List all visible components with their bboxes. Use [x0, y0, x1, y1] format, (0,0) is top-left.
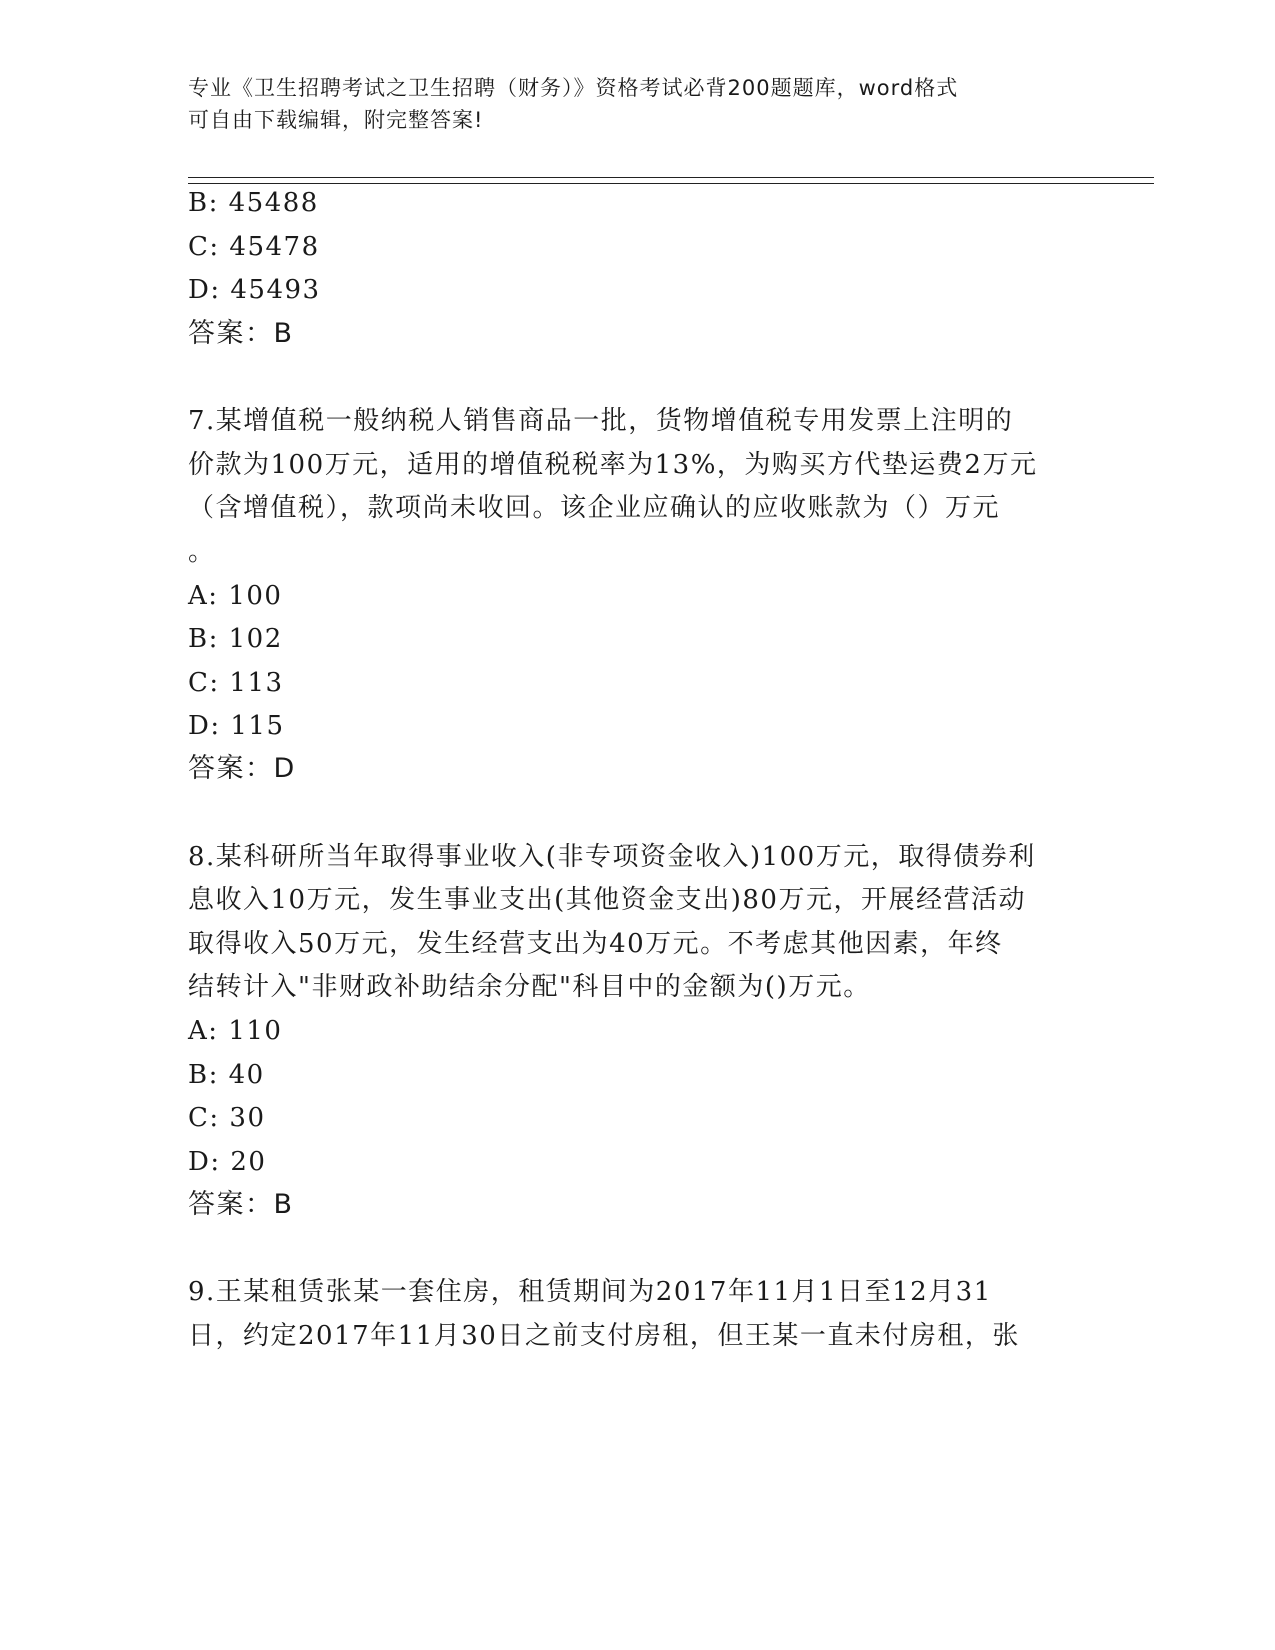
answer-line: 答案：B [188, 318, 294, 349]
answer-line: 答案：B [188, 1189, 294, 1220]
header-rule-bottom [188, 183, 1154, 184]
question-8-line-3: 取得收入50万元，发生经营支出为40万元。不考虑其他因素，年终 [188, 929, 1003, 959]
option-c [188, 1102, 266, 1134]
option-label: C: [188, 668, 220, 698]
option-text: 45493 [230, 275, 321, 305]
option-text: 45488 [228, 188, 319, 218]
option-label: B: [188, 188, 219, 218]
option-c [188, 667, 284, 699]
option-label: B: [188, 624, 219, 654]
question-7-line-3: （含增值税），款项尚未收回。该企业应确认的应收账款为（）万元 [188, 493, 1001, 523]
option-text: 30 [229, 1103, 266, 1133]
option-text: 100 [228, 581, 283, 611]
option-a [188, 580, 282, 612]
option-label: D: [188, 275, 221, 305]
header-line-2: 可自由下载编辑，附完整答案! [188, 108, 484, 132]
question-7-line-1: 7.某增值税一般纳税人销售商品一批，货物增值税专用发票上注明的 [188, 406, 1014, 436]
option-d [188, 1146, 266, 1178]
question-7-line-2: 价款为100万元，适用的增值税税率为13%，为购买方代垫运费2万元 [188, 450, 1038, 480]
header-line-1: 专业《卫生招聘考试之卫生招聘（财务）》资格考试必背200题题库，word格式 [188, 76, 959, 100]
page-header [188, 72, 1068, 136]
option-label: B: [188, 1060, 219, 1090]
question-8-line-4: 结转计入"非财政补助结余分配"科目中的金额为()万元。 [188, 972, 871, 1002]
option-label: D: [188, 1147, 221, 1177]
option-label: A: [188, 581, 219, 611]
question-9-line-2: 日，约定2017年11月30日之前支付房租，但王某一直未付房租，张 [188, 1321, 1020, 1351]
option-text: 102 [228, 624, 283, 654]
option-text: 20 [230, 1147, 267, 1177]
option-label: D: [188, 711, 221, 741]
option-c [188, 231, 320, 263]
option-text: 113 [229, 668, 284, 698]
question-8-line-2: 息收入10万元，发生事业支出(其他资金支出)80万元，开展经营活动 [188, 885, 1026, 915]
option-text: 45478 [229, 232, 320, 262]
header-rule-top [188, 177, 1154, 178]
option-label: C: [188, 1103, 220, 1133]
option-b [188, 623, 283, 655]
option-a [188, 1015, 282, 1047]
option-text: 40 [228, 1060, 265, 1090]
option-label: C: [188, 232, 220, 262]
option-label: A: [188, 1016, 219, 1046]
option-d [188, 274, 321, 306]
option-b [188, 1059, 265, 1091]
question-8-line-1: 8.某科研所当年取得事业收入(非专项资金收入)100万元，取得债券利 [188, 842, 1036, 872]
option-b [188, 187, 319, 219]
answer-line: 答案：D [188, 753, 296, 784]
option-d [188, 710, 285, 742]
option-text: 110 [228, 1016, 283, 1046]
question-7-line-4: 。 [188, 537, 216, 567]
question-9-line-1: 9.王某租赁张某一套住房，租赁期间为2017年11月1日至12月31 [188, 1277, 992, 1307]
option-text: 115 [230, 711, 285, 741]
